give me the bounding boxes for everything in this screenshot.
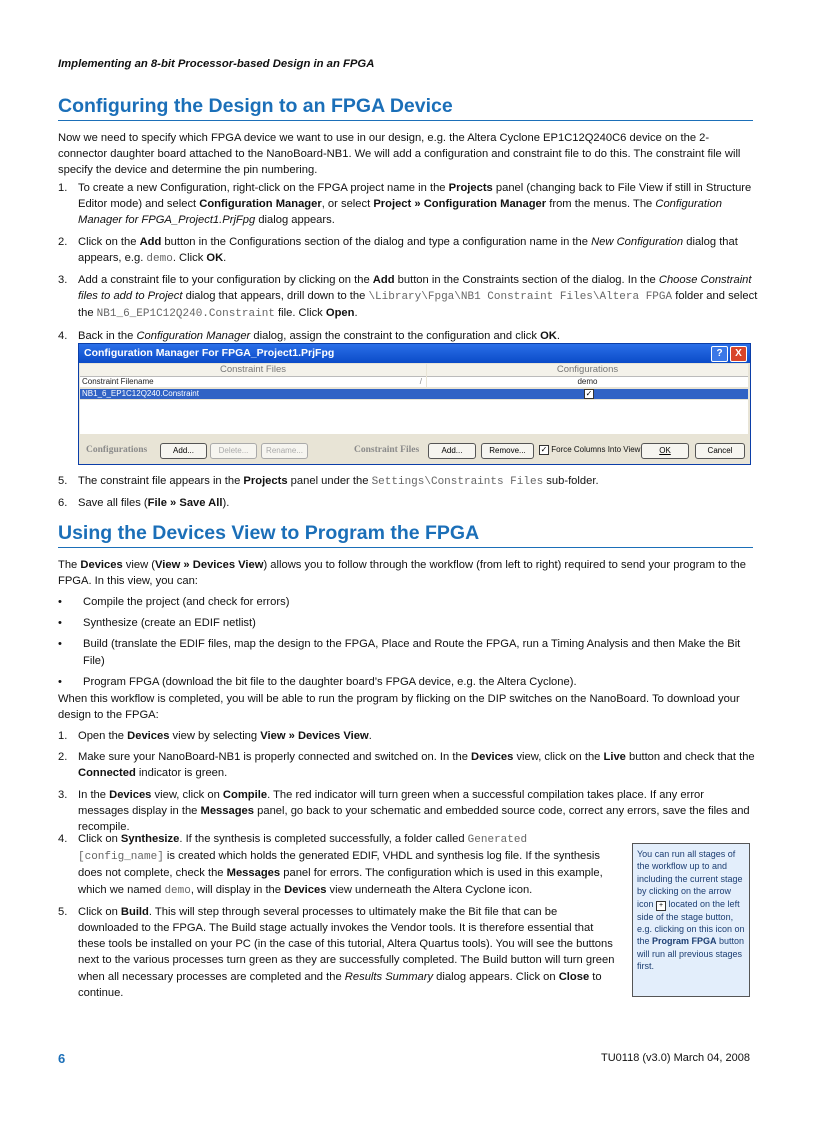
text: view ( [122, 559, 156, 571]
document-id: TU0118 (v3.0) March 04, 2008 [601, 1052, 750, 1064]
bold-text: Configuration Manager [199, 198, 322, 211]
workflow-after-paragraph: When this workflow is completed, you will be able to run the program by flicking on the DIP switches on the NanoBoard. To download your design to the FPGA: [58, 693, 740, 722]
step-number: 2. [58, 751, 68, 764]
arrow-icon: + [656, 901, 666, 911]
text: Click on [78, 905, 121, 918]
text: located on the left side of the stage button, e.g. clicking on this icon on the [637, 898, 745, 947]
configurations-header: Configurations [427, 364, 748, 377]
text: , or select [321, 198, 374, 211]
add-constraint-button[interactable]: Add... [428, 443, 476, 459]
text: indicator is green. [135, 767, 228, 780]
filename-label: Constraint Filename [82, 377, 154, 386]
workflow-bullet-list [58, 594, 758, 695]
config-steps-list-continued [58, 473, 758, 516]
list-item [58, 636, 758, 668]
step-number: 5. [58, 475, 68, 487]
step-number: 5. [58, 905, 68, 918]
step-number: 3. [58, 788, 68, 801]
force-columns-option[interactable] [539, 445, 640, 455]
bold-text: Devices [109, 788, 152, 801]
section-heading-devices-view: Using the Devices View to Program the FPGA [58, 522, 753, 548]
list-item [58, 904, 618, 1001]
constraint-files-header: Constraint Files [80, 364, 426, 377]
text: button and check that the [625, 751, 755, 764]
page-number: 6 [58, 1051, 66, 1066]
step-number: 1. [58, 730, 68, 742]
bold-text: Close [558, 970, 590, 983]
list-item [58, 272, 758, 323]
constraint-files-label: Constraint Files [354, 445, 420, 455]
bold-text: OK [540, 329, 557, 342]
config-name-header: demo [427, 377, 748, 387]
text: Click on [78, 833, 121, 845]
text: The [58, 559, 81, 571]
text: Open the [78, 730, 128, 742]
text: ). [222, 497, 230, 510]
list-item [58, 234, 758, 267]
table-empty-area [80, 400, 748, 434]
text: panel under the [287, 475, 372, 487]
text: Click on the [78, 235, 140, 248]
bold-text: Projects [243, 475, 288, 487]
text: button in the Configurations section of the dialog and type a configuration name in the [161, 235, 592, 248]
code-text: demo [164, 884, 191, 897]
bold-text: Connected [78, 767, 136, 780]
bold-text: Add [372, 274, 395, 287]
dialog-title-bar [79, 344, 750, 363]
step-number: 2. [58, 235, 68, 248]
force-columns-label: Force Columns Into View [551, 445, 641, 454]
italic-text: New Configuration [591, 235, 684, 248]
code-text: Settings\Constraints Files [371, 476, 544, 488]
text: Synthesize (create an EDIF netlist) [83, 617, 256, 630]
bold-text: Compile [222, 788, 268, 801]
bold-text: Messages [200, 804, 255, 817]
bold-text: Open [325, 307, 355, 320]
force-columns-checkbox[interactable]: ✓ [540, 445, 548, 454]
bold-text: Build [120, 905, 149, 918]
intro-paragraph: Now we need to specify which FPGA device we want to use in our design, e.g. the Altera Cyclone EP1C12Q240C6 device on the 2-connector daughter board attached to the NanoBoard-NB1. We will add a configuration and constraint file to do this. The constraint file will specify the device and determine the pin numbering. [58, 132, 741, 177]
list-item [58, 495, 758, 511]
text: file. Click [274, 307, 326, 320]
text: dialog that appears, drill down to the [182, 290, 369, 303]
text: , will display in the [190, 883, 285, 896]
list-item [58, 749, 758, 781]
configurations-label: Configurations [86, 445, 148, 455]
text: is created which holds the generated EDIF, VHDL and synthesis log file. If the synthesis does not complete, check the [78, 850, 600, 880]
bold-text: Project » Configuration Manager [373, 198, 547, 211]
text: from the menus. The [546, 198, 656, 211]
list-item [58, 728, 758, 744]
text: The constraint file appears in the [78, 475, 244, 487]
text: . [368, 730, 372, 742]
step-number: 3. [58, 274, 68, 287]
configuration-manager-dialog [78, 343, 751, 465]
step-number: 1. [58, 182, 68, 194]
italic-text: Configuration Manager [136, 329, 251, 342]
list-item [58, 594, 758, 610]
download-steps-list [58, 728, 758, 840]
dialog-button-bar [80, 440, 748, 462]
list-item [58, 787, 758, 836]
text: Program FPGA (download the bit file to the daughter board’s FPGA device, e.g. the Altera Cyclone). [83, 675, 577, 688]
list-item [58, 674, 758, 690]
bold-text: View » Devices View [155, 559, 264, 571]
text: Compile the project (and check for errors) [83, 596, 290, 608]
text: Add a constraint file to your configuration by clicking on the [78, 274, 373, 287]
code-text: NB1_6_EP1C12Q240.Constraint [96, 308, 275, 321]
bullet: • [58, 617, 62, 630]
bold-text: Projects [448, 182, 493, 194]
text: . If the synthesis is completed successfully, a folder called [179, 833, 468, 845]
text: . This will step through several processes to ultimately make the Bit file that can be downloaded to the FPGA. The Build stage actually invokes the Vendor tools. It is therefore essential that these tools be installed on your PC (in the case of this tutorial, Altera Quartus tools). You will see the buttons next to the various processes turn green as they are successfully completed. The Build button will turn green when all necessary processes are completed and the [78, 905, 615, 983]
list-item [58, 180, 758, 229]
add-configuration-button[interactable]: Add... [160, 443, 207, 459]
text: panel for errors. The configuration which is used in this example, which we named [78, 867, 603, 896]
bold-text: Devices [284, 883, 327, 896]
code-text: demo [146, 252, 173, 265]
config-steps-list [58, 180, 758, 349]
running-header: Implementing an 8-bit Processor-based Design in an FPGA [58, 58, 375, 70]
text: Build (translate the EDIF files, map the design to the FPGA, Place and Route the FPGA, run a Timing Analysis and then Make the Bit File) [83, 638, 741, 667]
text: view, click on [151, 788, 223, 801]
close-icon[interactable]: X [730, 346, 747, 362]
section-heading-configuring: Configuring the Design to an FPGA Device [58, 95, 753, 121]
text: Make sure your NanoBoard-NB1 is properly connected and switched on. In the [78, 751, 472, 764]
text: button in the Constraints section of the dialog. In the [394, 274, 659, 287]
table-row[interactable] [80, 389, 748, 399]
text: panel, go back to your schematic and embedded source code, correct any errors, save the files and recompile. [78, 804, 750, 834]
italic-text: Results Summary [344, 970, 434, 983]
text: . The red indicator will turn green when a successful compilation takes place. If any error messages display in the [78, 788, 705, 817]
dialog-title: Configuration Manager For FPGA_Project1.PrjFpg [84, 347, 335, 359]
text: ) allows you to follow through the workflow (from left to right) required to send your program to the FPGA. In this view, you can: [58, 559, 746, 588]
bold-text: Devices [127, 730, 170, 742]
text: . [556, 329, 560, 342]
text: . [354, 307, 358, 320]
list-item [58, 473, 758, 490]
step-number: 4. [58, 833, 68, 845]
bold-text: File » Save All [147, 497, 223, 510]
bold-text: Devices [471, 751, 514, 764]
bold-text: Add [139, 235, 162, 248]
bold-text: View » Devices View [260, 730, 369, 742]
bold-text: OK [206, 251, 224, 264]
sidenote-box [632, 843, 750, 997]
text: In the [78, 788, 110, 801]
bold-text: Devices [80, 559, 123, 571]
bullet: • [58, 675, 62, 688]
constraint-file-cell: NB1_6_EP1C12Q240.Constraint [82, 389, 199, 398]
cancel-button[interactable]: Cancel [695, 443, 745, 459]
assign-checkbox[interactable]: ✓ [585, 389, 593, 398]
italic-text: Choose Constraint files to add to Project [78, 274, 752, 303]
text: dialog, assign the constraint to the configuration and click [250, 329, 541, 342]
code-text: \Library\Fpga\NB1 Constraint Files\Altera FPGA [368, 291, 673, 304]
bullet: • [58, 596, 62, 608]
text: dialog appears. Click on [433, 970, 559, 983]
constraint-filename-header [80, 377, 426, 387]
text: . [223, 251, 227, 264]
text: panel (changing back to File View if still in Structure Editor mode) and select [78, 182, 752, 211]
bullet: • [58, 638, 62, 651]
help-icon[interactable]: ? [711, 346, 728, 362]
rename-configuration-button[interactable]: Rename... [261, 443, 308, 459]
text: Back in the [78, 329, 137, 342]
devices-intro-paragraph [58, 557, 753, 589]
bold-text: Program FPGA [652, 936, 717, 947]
sort-indicator: / [419, 377, 422, 386]
text: folder and select the [78, 290, 758, 320]
text: button will run all previous stages first. [637, 936, 745, 972]
bold-text: Live [603, 751, 626, 764]
italic-text: Configuration Manager for FPGA_Project1.PrjFpg [78, 198, 722, 227]
list-item [58, 328, 758, 344]
list-item [58, 831, 618, 899]
text: To create a new Configuration, right-click on the FPGA project name in the [78, 182, 449, 194]
text: sub-folder. [543, 475, 599, 487]
text: dialog that appears, e.g. [78, 235, 738, 264]
text: to continue. [78, 970, 602, 999]
code-text: Generated [config_name] [78, 834, 528, 864]
bold-text: Messages [226, 867, 281, 880]
bold-text: Synthesize [120, 833, 180, 845]
text: view by selecting [169, 730, 261, 742]
text: view, click on the [513, 751, 604, 764]
download-steps-list-continued [58, 831, 618, 1006]
text: . Click [172, 251, 207, 264]
delete-configuration-button[interactable]: Delete... [210, 443, 257, 459]
text: dialog appears. [255, 214, 335, 227]
remove-constraint-button[interactable]: Remove... [481, 443, 534, 459]
step-number: 6. [58, 497, 68, 510]
text: Save all files ( [78, 497, 148, 510]
step-number: 4. [58, 329, 68, 342]
list-item [58, 615, 758, 631]
ok-button[interactable]: OK [641, 443, 689, 459]
text: view underneath the Altera Cyclone icon. [326, 883, 533, 896]
text: You can run all stages of the workflow up to and including the current stage by clicking on the arrow icon [637, 849, 743, 909]
